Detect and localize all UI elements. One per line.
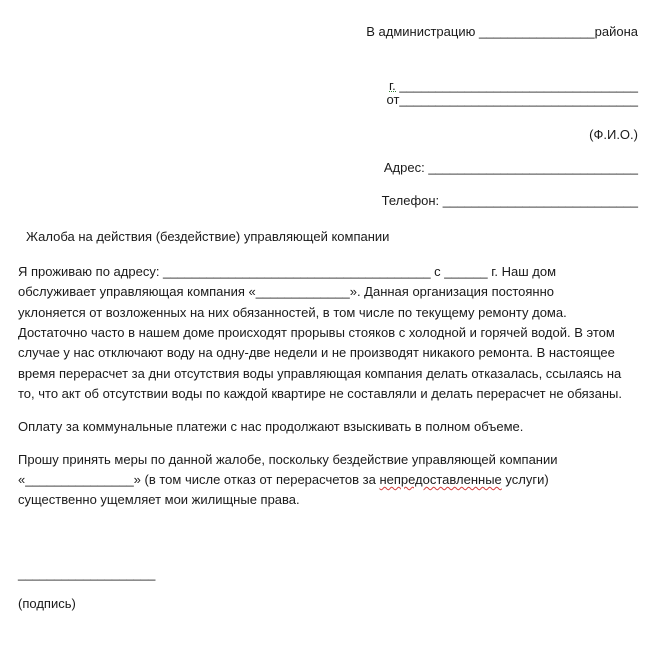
paragraph-line: Достаточно часто в нашем доме происходят прорывы стояков с холодной и горячей водой. В этом — [18, 325, 615, 340]
from-line: от_________________________________ — [386, 92, 638, 107]
document-title: Жалоба на действия (бездействие) управляющей компании — [26, 229, 390, 244]
paragraph-line: время перерасчет за дни отсутствия воды управляющая компания делать отказалась, ссылаясь на — [18, 366, 622, 381]
paragraph-request-line1: Прошу принять меры по данной жалобе, поскольку бездействие управляющей компании — [18, 452, 558, 467]
paragraph-payments: Оплату за коммунальные платежи с нас продолжают взыскивать в полном объеме. — [18, 419, 524, 434]
paragraph-line: уклоняется от возложенных на них обязанностей, в том числе по текущему ремонту дома. — [18, 305, 567, 320]
fio-label: (Ф.И.О.) — [589, 127, 638, 142]
paragraph-line: случае у нас отключают воду на одну-две недели и не производят никакого ремонта. В настоящее — [18, 345, 615, 360]
request-text-end: услуги) — [501, 472, 549, 487]
paragraph-line: Я проживаю по адресу: _____________________________________ с ______ г. Наш дом — [18, 264, 557, 279]
paragraph-line: то, что акт об отсутствии воды по каждой квартире не составляли и делать перерасчет не обязаны. — [18, 386, 622, 401]
address-line: Адрес: _____________________________ — [383, 160, 638, 175]
spellcheck-word: непредоставленные — [379, 472, 502, 487]
paragraph-request-line2 — [18, 472, 549, 488]
paragraph-request-line3: существенно ущемляет мои жилищные права. — [18, 492, 300, 507]
addressee-line: В администрацию ________________района — [366, 24, 638, 39]
city-prefix: г. — [389, 78, 396, 93]
request-text: «_______________» (в том числе отказ от перерасчетов за — [18, 472, 380, 487]
paragraph-line: обслуживает управляющая компания «_____________». Данная организация постоянно — [18, 284, 555, 299]
signature-label: (подпись) — [18, 596, 76, 611]
signature-line: ___________________ — [18, 566, 156, 581]
city-blank: _________________________________ — [395, 78, 638, 93]
phone-line: Телефон: ___________________________ — [381, 193, 638, 208]
